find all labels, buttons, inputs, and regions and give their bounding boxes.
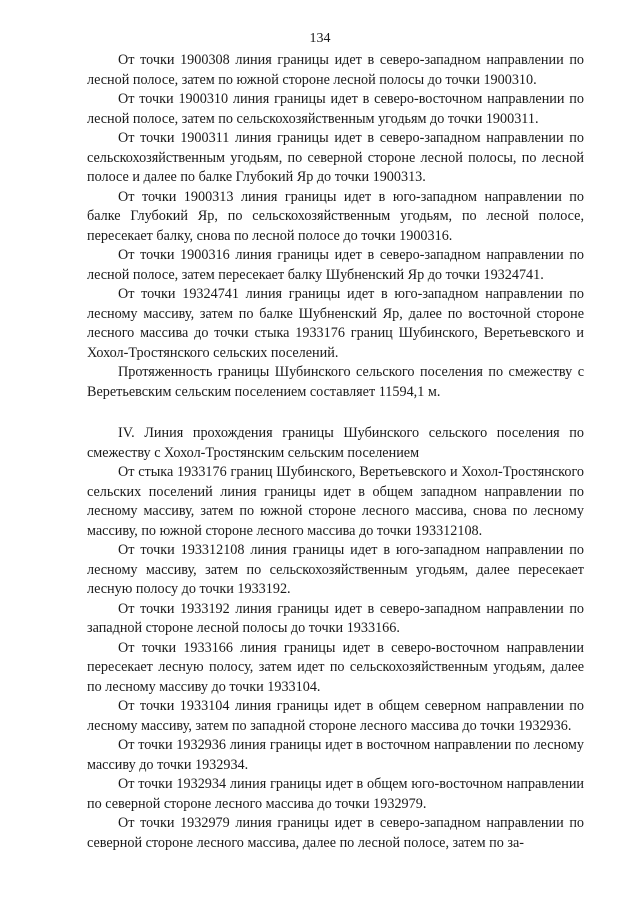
paragraph-2: От точки 1900310 линия границы идет в северо-восточном направлении по лесной полосе, затем по сельскохозяйственным угодьям до точки 1900311. (87, 91, 584, 127)
section-paragraph-6: От точки 1932936 линия границы идет в восточном направлении по лесному массиву до точки 1932934. (87, 737, 584, 773)
page-number: 134 (309, 31, 331, 46)
document-body (87, 51, 584, 853)
section-paragraph-8: От точки 1932979 линия границы идет в северо-западном направлении по северной стороне лесного массива, далее по лесной полосе, затем по за- (87, 815, 584, 851)
paragraph-1: От точки 1900308 линия границы идет в северо-западном направлении по лесной полосе, затем по южной стороне лесной полосы до точки 1900310. (87, 52, 584, 88)
paragraph-3: От точки 1900311 линия границы идет в северо-западном направлении по сельскохозяйственным угодьям, по северной стороне лесной полосы, по лесной полосе и далее по балке Глубокий Яр до точки 1900313. (87, 130, 584, 185)
paragraph-6: От точки 19324741 линия границы идет в юго-западном направлении по лесному массиву, затем по балке Шубненский Яр, далее по восточной стороне лесного массива до точки стыка 1933176 границ Шубинского, Веретьевского и Хохол-Тростянского сельских поселений. (87, 286, 584, 361)
section-paragraph-5: От точки 1933104 линия границы идет в общем северном направлении по лесному массиву, затем по западной стороне лесного массива до точки 1932936. (87, 698, 584, 734)
section-paragraph-7: От точки 1932934 линия границы идет в общем юго-восточном направлении по северной стороне лесного массива до точки 1932979. (87, 776, 584, 812)
section-paragraph-3: От точки 1933192 линия границы идет в северо-западном направлении по западной стороне лесной полосы до точки 1933166. (87, 600, 584, 636)
paragraph-7: Протяженность границы Шубинского сельского поселения по смежеству с Веретьевским сельским поселением составляет 11594,1 м. (87, 364, 584, 400)
paragraph-4: От точки 1900313 линия границы идет в юго-западном направлении по балке Глубокий Яр, по сельскохозяйственным угодьям, по лесной полосе, пересекает балку, снова по лесной полосе до точки 1900316. (87, 188, 584, 244)
section-heading: IV. Линия прохождения границы Шубинского сельского поселения по смежеству с Хохол-Тростянским сельским поселением (87, 425, 584, 461)
section-paragraph-4: От точки 1933166 линия границы идет в северо-восточном направлении пересекает лесную полосу, затем идет по сельскохозяйственным угодьям, далее по лесному массиву до точки 1933104. (87, 639, 584, 695)
section-paragraph-2: От точки 193312108 линия границы идет в юго-западном направлении по лесному массиву, затем по сельскохозяйственным угодьям, далее пересекает лесную полосу до точки 1933192. (87, 542, 584, 597)
section-paragraph-1: От стыка 1933176 границ Шубинского, Веретьевского и Хохол-Тростянского сельских поселений линия границы идет в общем западном направлении по лесному массиву, затем по южной стороне лесного массива, снова по лесному массиву, по южной стороне лесного массива до точки 193312108. (87, 464, 584, 539)
paragraph-5: От точки 1900316 линия границы идет в северо-западном направлении по лесной полосе, затем пересекает балку Шубненский Яр до точки 19324741. (87, 247, 584, 283)
